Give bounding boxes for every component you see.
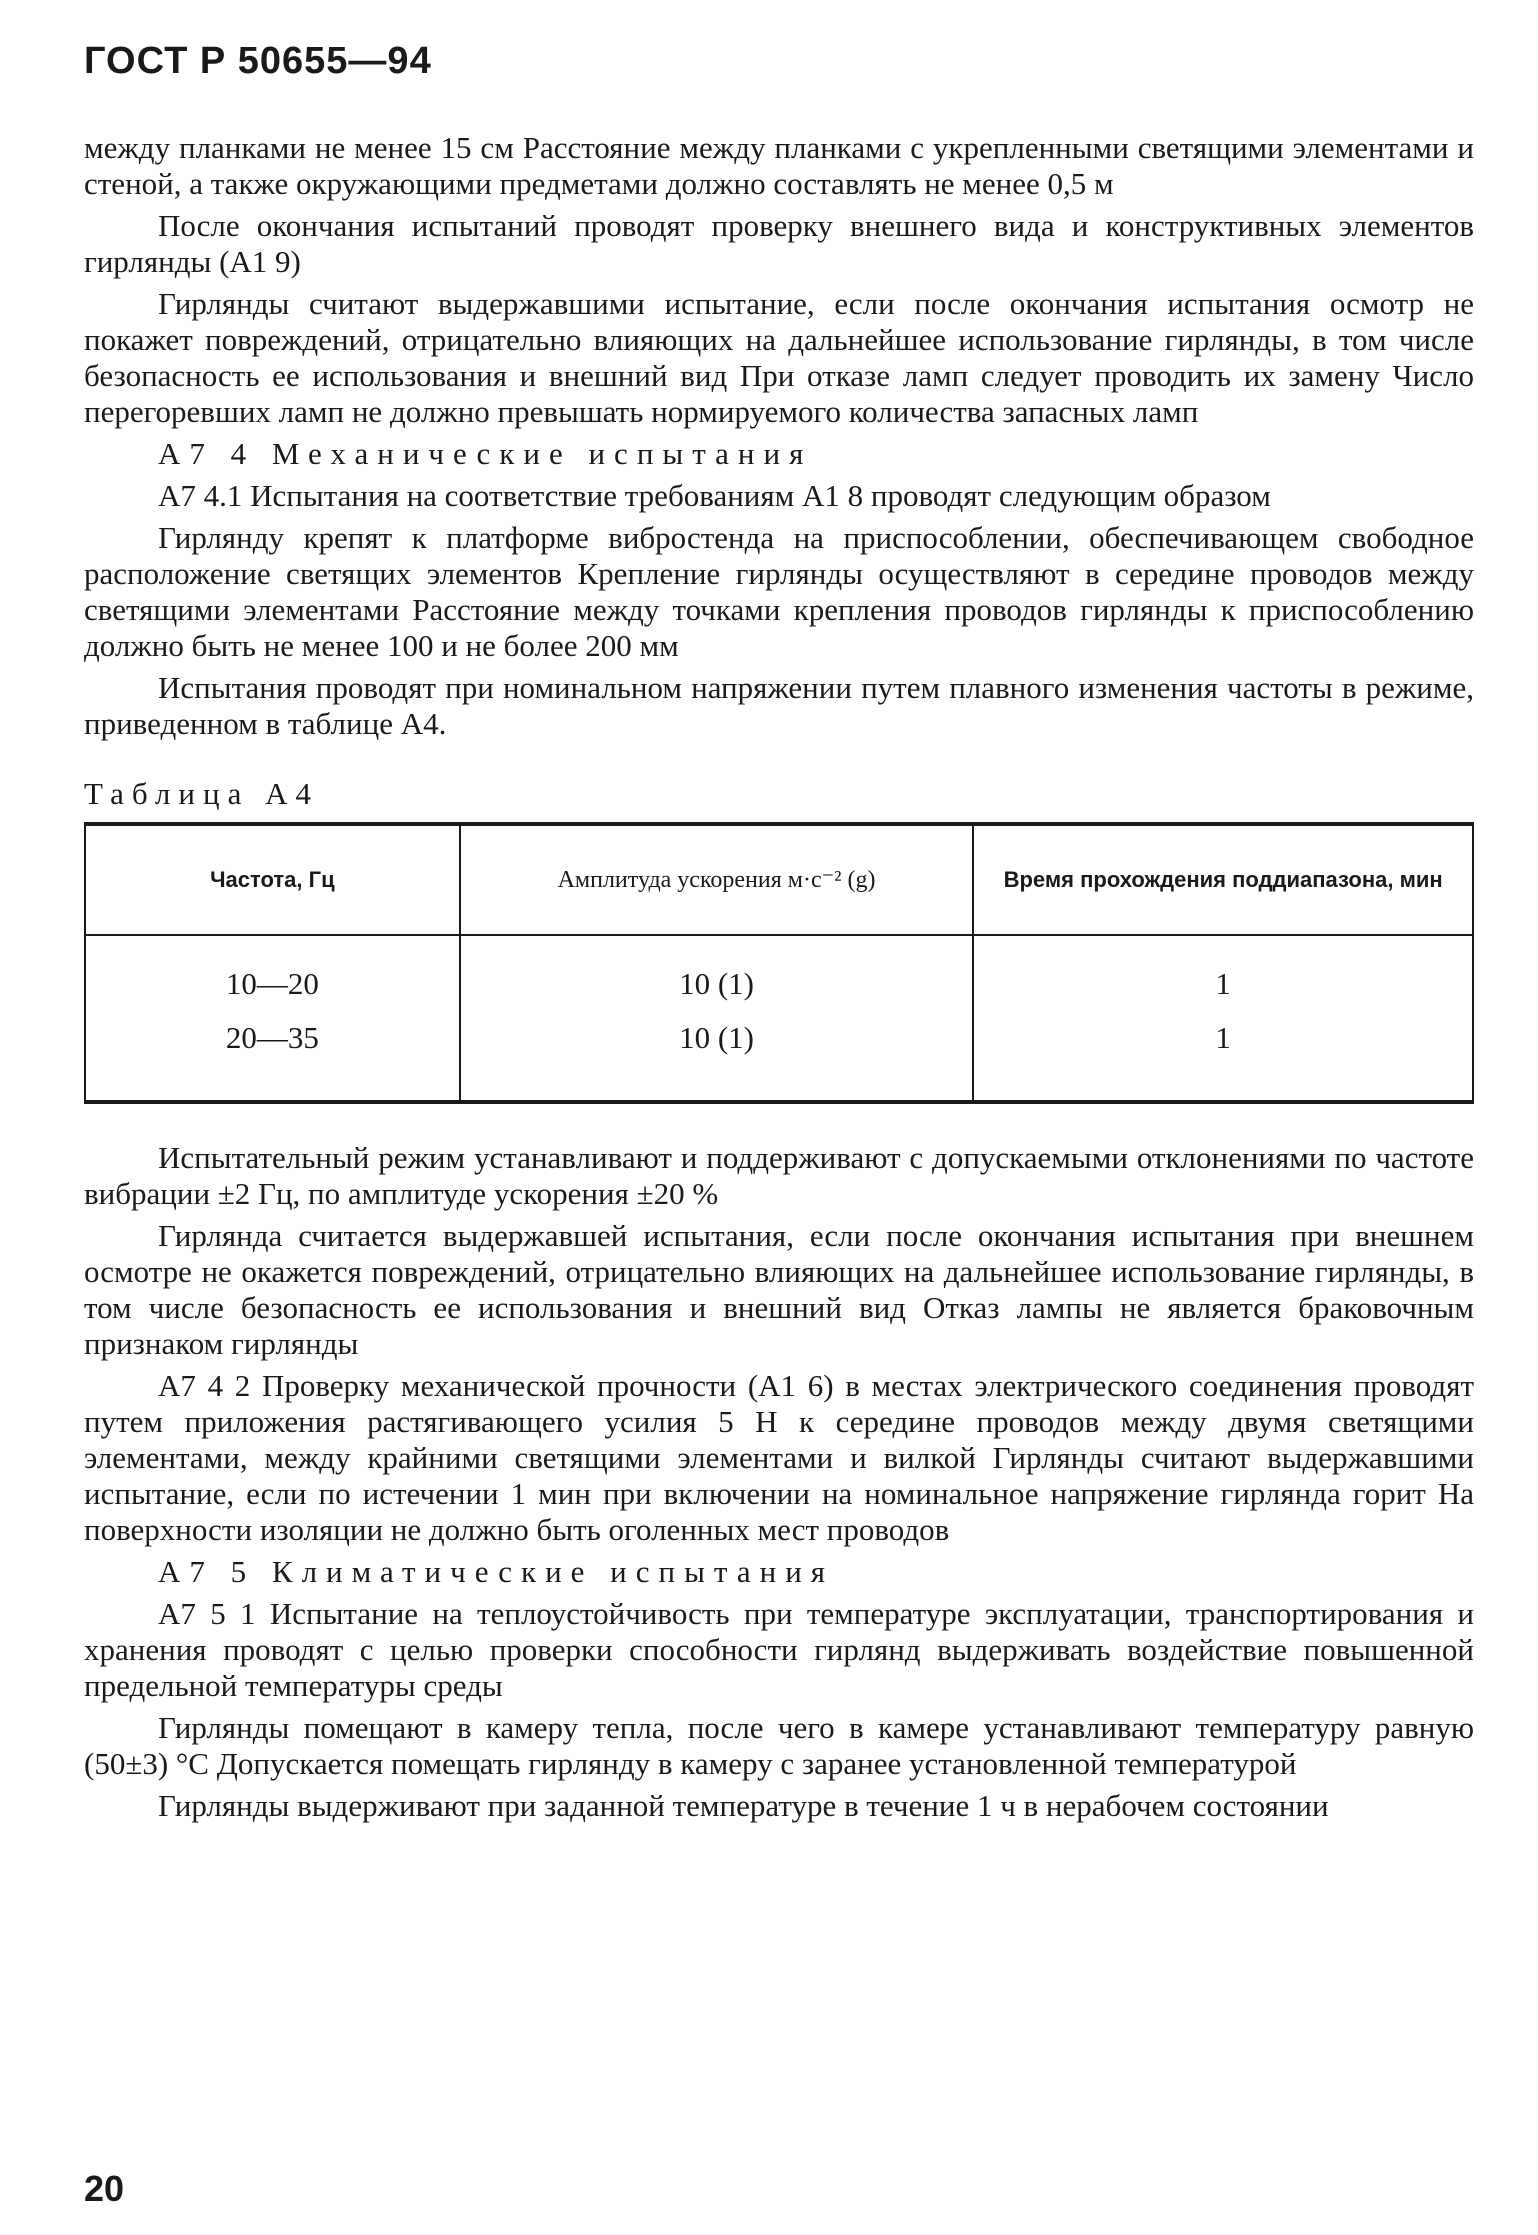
table-cell: 10 (1) <box>460 1011 974 1102</box>
paragraph: Гирлянда считается выдержавшей испытания, если после окончания испытания при внешнем осмотре не окажется повреждений, отрицательно влияющих на дальнейшее использование гирлянды, в том числе безопасность ее использования и внешний вид Отказ лампы не является браковочным признаком гирлянды <box>84 1218 1474 1361</box>
paragraph: Испытательный режим устанавливают и поддерживают с допускаемыми отклонениями по частоте вибрации ±2 Гц, по амплитуде ускорения ±20 % <box>84 1140 1474 1211</box>
table-cell: 1 <box>973 1011 1473 1102</box>
paragraph: Гирлянду крепят к платформе вибростенда на приспособлении, обеспечивающем свободное расположение светящих элементов Крепление гирлянды осуществляют в середине проводов между светящими элементами Расстояние между точками крепления проводов гирлянды к приспособлению должно быть не менее 100 и не более 200 мм <box>84 520 1474 663</box>
table-row <box>85 1011 1473 1102</box>
column-header-amplitude: Амплитуда ускорения м·с⁻² (g) <box>460 824 974 935</box>
document-header: ГОСТ Р 50655—94 <box>84 40 432 82</box>
table-cell: 1 <box>973 935 1473 1011</box>
table-cell: 20—35 <box>85 1011 460 1102</box>
paragraph: Гирлянды считают выдержавшими испытание, если после окончания испытания осмотр не покажет повреждений, отрицательно влияющих на дальнейшее использование гирлянды, в том числе безопасность ее использования и внешний вид При отказе ламп следует проводить их замену Число перегоревших ламп не должно превышать нормируемого количества запасных ламп <box>84 286 1474 429</box>
paragraph: А7 4.1 Испытания на соответствие требованиям А1 8 проводят следующим образом <box>158 478 1271 513</box>
section-title-a74: А7 4 Механические испытания <box>158 436 813 471</box>
paragraph: Гирлянды помещают в камеру тепла, после чего в камере устанавливают температуру равную (50±3) °С Допускается помещать гирлянду в камеру с заранее установленной температурой <box>84 1710 1474 1781</box>
column-header-time: Время прохождения поддиапазона, мин <box>973 824 1473 935</box>
column-header-frequency: Частота, Гц <box>85 824 460 935</box>
section-title-a75: А7 5 Климатические испытания <box>158 1554 835 1589</box>
document-body <box>84 130 1474 1830</box>
page-number: 20 <box>84 2168 125 2209</box>
paragraph: Испытания проводят при номинальном напряжении путем плавного изменения частоты в режиме, приведенном в таблице А4. <box>84 670 1474 741</box>
paragraph: Гирлянды выдерживают при заданной температуре в течение 1 ч в нерабочем состоянии <box>158 1788 1329 1823</box>
paragraph: А7 5 1 Испытание на теплоустойчивость при температуре эксплуатации, транспортирования и хранения проводят с целью проверки способности гирлянд выдерживать воздействие повышенной предельной температуры среды <box>84 1596 1474 1703</box>
paragraph: между планками не менее 15 см Расстояние между планками с укрепленными светящими элементами и стеной, а также окружающими предметами должно составлять не менее 0,5 м <box>84 130 1474 201</box>
document-page <box>84 40 1474 2210</box>
table-cell: 10—20 <box>85 935 460 1011</box>
paragraph: После окончания испытаний проводят проверку внешнего вида и конструктивных элементов гирлянды (А1 9) <box>84 208 1474 279</box>
paragraph: А7 4 2 Проверку механической прочности (А1 6) в местах электрического соединения проводят путем приложения растягивающего усилия 5 Н к середине проводов между двумя светящими элементами, между крайними светящими элементами и вилкой Гирлянды считают выдержавшими испытание, если по истечении 1 мин при включении на номинальное напряжение гирлянда горит На поверхности изоляции не должно быть оголенных мест проводов <box>84 1368 1474 1547</box>
table-a4 <box>84 822 1474 1104</box>
table-caption: Таблица А4 <box>84 776 319 811</box>
table-row <box>85 935 1473 1011</box>
table-cell: 10 (1) <box>460 935 974 1011</box>
